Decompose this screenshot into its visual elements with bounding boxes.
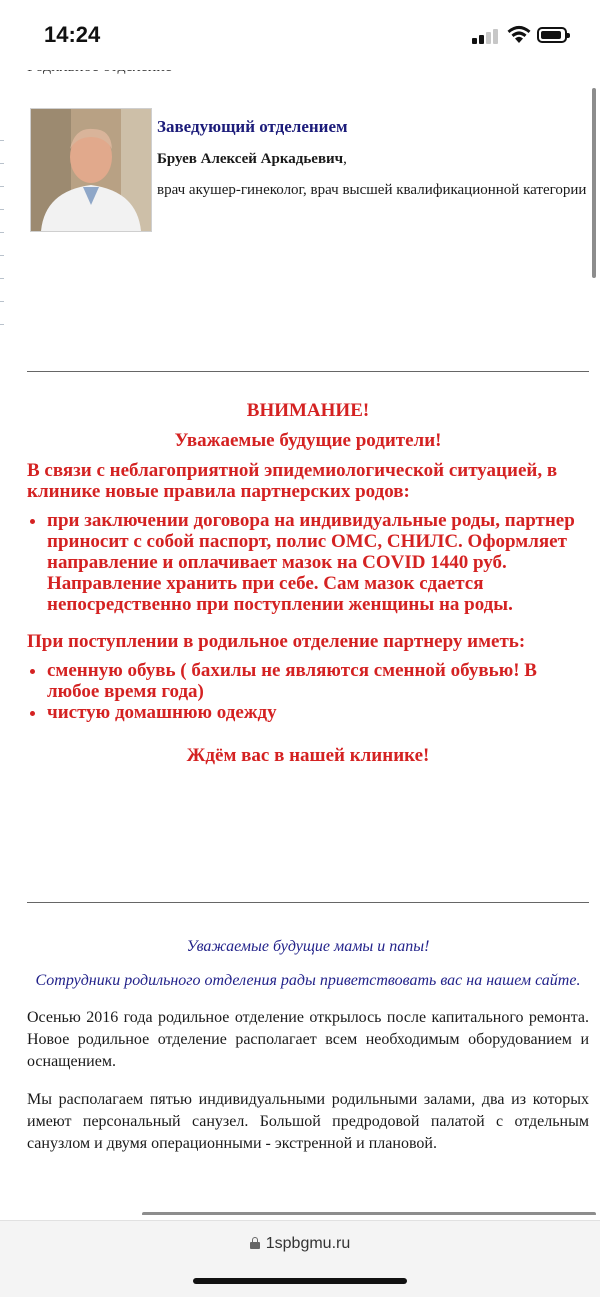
url-text: 1spbgmu.ru bbox=[265, 1235, 351, 1252]
url-display[interactable] bbox=[0, 1235, 600, 1253]
status-time: 14:24 bbox=[44, 22, 101, 47]
doctor-name: Бруев Алексей Аркадьевич bbox=[157, 151, 344, 167]
vertical-scrollbar[interactable] bbox=[592, 88, 596, 278]
notice-rule: • при заключении договора на индивидуальные роды, партнер приносит с собой паспорт, полис ОМС, СНИЛС. Оформляет направление и оплачивает мазок на COVID 1440 руб. Направление хранить при себе. Сам мазок сдается непосредственно при поступлении женщины на роды. bbox=[47, 510, 589, 615]
home-indicator[interactable] bbox=[193, 1278, 407, 1284]
horizontal-scrollbar[interactable] bbox=[142, 1212, 596, 1215]
welcome-paragraph: Осенью 2016 года родильное отделение открылось после капитального ремонта. Новое родильное отделение располагает всем необходимым оборудованием и оснащением. bbox=[27, 1009, 589, 1070]
doctor-description: врач акушер-гинеколог, врач высшей квалификационной категории bbox=[157, 182, 587, 198]
notice-rules-list bbox=[27, 510, 589, 615]
divider-top bbox=[27, 371, 589, 372]
welcome-greeting: Уважаемые будущие мамы и папы! bbox=[186, 938, 430, 955]
admission-item: • чистую домашнюю одежду bbox=[47, 702, 589, 723]
doctor-photo bbox=[30, 108, 152, 232]
welcome-subtitle: Сотрудники родильного отделения рады приветствовать вас на нашем сайте. bbox=[35, 972, 581, 989]
welcome-paragraph: Мы располагаем пятью индивидуальными родильными залами, два из которых имеют персональный санузел. Большой предродовой палатой с отдельным санузлом и двумя операционными - экстренной и плановой. bbox=[27, 1091, 589, 1152]
doctor-name-suffix: , bbox=[343, 151, 347, 167]
notice-heading: ВНИМАНИЕ! bbox=[246, 400, 370, 421]
covid-notice bbox=[27, 400, 589, 766]
divider-bottom bbox=[27, 902, 589, 903]
battery-icon bbox=[537, 27, 567, 43]
welcome-section bbox=[27, 938, 589, 1155]
notice-closing: Ждём вас в нашей клинике! bbox=[186, 745, 430, 766]
doctor-name-line bbox=[157, 151, 597, 168]
notice-intro: В связи с неблагоприятной эпидемиологической ситуацией, в клинике новые правила партнерских родов: bbox=[27, 460, 558, 502]
doctor-title: Заведующий отделением bbox=[157, 117, 348, 136]
left-edge-marks bbox=[0, 140, 4, 380]
lock-icon bbox=[250, 1237, 260, 1249]
status-bar bbox=[0, 0, 600, 70]
notice-subheading: Уважаемые будущие родители! bbox=[174, 430, 442, 451]
browser-address-bar[interactable] bbox=[0, 1220, 600, 1297]
wifi-icon bbox=[506, 24, 532, 44]
doctor-info bbox=[157, 117, 597, 200]
cellular-signal-icon bbox=[472, 28, 502, 44]
admission-intro: При поступлении в родильное отделение партнеру иметь: bbox=[27, 631, 526, 652]
admission-list bbox=[27, 660, 589, 723]
admission-item: • сменную обувь ( бахилы не являются сменной обувью! В любое время года) bbox=[47, 660, 589, 702]
